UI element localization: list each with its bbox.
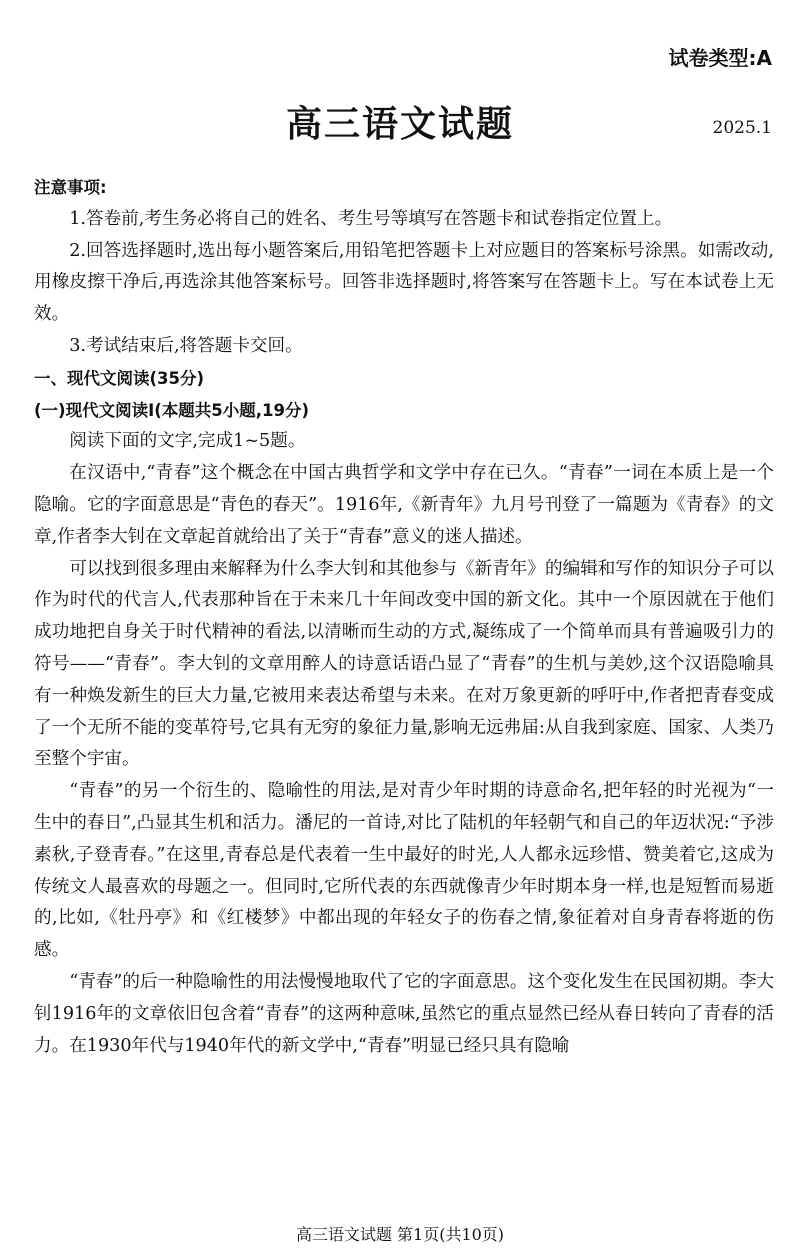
notice-heading: 注意事项: xyxy=(34,178,107,197)
document-body xyxy=(34,172,774,1062)
page-footer: 高三语文试题 第1页(共10页) xyxy=(295,1225,505,1244)
exam-type-label: 试卷类型:A xyxy=(668,46,772,70)
notice-item-3: 3.考试结束后,将答题卡交回。 xyxy=(69,335,303,356)
reading-instruction: 阅读下面的文字,完成1~5题。 xyxy=(69,431,306,452)
section-subheading: (一)现代文阅读Ⅰ(本题共5小题,19分) xyxy=(34,400,310,420)
section-heading: 一、现代文阅读(35分) xyxy=(34,368,205,388)
notice-item-1: 1.答卷前,考生务必将自己的姓名、考生号等填写在答题卡和试卷指定位置上。 xyxy=(69,208,673,229)
exam-date: 2025.1 xyxy=(712,118,772,138)
passage-paragraph-3: “青春”的另一个衍生的、隐喻性的用法,是对青少年时期的诗意命名,把年轻的时光视为“一生中的春日”,凸显其生机和活力。潘尼的一首诗,对比了陆机的年轻朝气和自己的年迈状况:“予涉素秋,子登青春。”在这里,青春总是代表着一生中最好的时光,人人都永远珍惜、赞美着它,这成为传统文人最喜欢的母题之一。但同时,它所代表的东西就像青少年时期本身一样,也是短暂而易逝的,比如,《牡丹亭》和《红楼梦》中都出现的年轻女子的伤春之情,象征着对自身青春将逝的伤感。 xyxy=(34,781,774,961)
passage-paragraph-1: 在汉语中,“青春”这个概念在中国古典哲学和文学中存在已久。“青春”一词在本质上是一个隐喻。它的字面意思是“青色的春天”。1916年,《新青年》九月号刊登了一篇题为《青春》的文章,作者李大钊在文章起首就给出了关于“青春”意义的迷人描述。 xyxy=(34,463,774,547)
page-title: 高三语文试题 xyxy=(285,104,514,145)
passage-paragraph-4: “青春”的后一种隐喻性的用法慢慢地取代了它的字面意思。这个变化发生在民国初期。李大钊1916年的文章依旧包含着“青春”的这两种意味,虽然它的重点显然已经从春日转向了青春的活力。在1930年代与1940年代的新文学中,“青春”明显已经只具有隐喻 xyxy=(34,971,774,1056)
passage-paragraph-2: 可以找到很多理由来解释为什么李大钊和其他参与《新青年》的编辑和写作的知识分子可以作为时代的代言人,代表那种旨在于未来几十年间改变中国的新文化。其中一个原因就在于他们成功地把自身关于时代精神的看法,以清晰而生动的方式,凝练成了一个简单而具有普遍吸引力的符号——“青春”。李大钊的文章用醉人的诗意话语凸显了“青春”的生机与美妙,这个汉语隐喻具有一种焕发新生的巨大力量,它被用来表达希望与未来。在对万象更新的呼吁中,作者把青春变成了一个无所不能的变革符号,它具有无穷的象征力量,影响无远弗届:从自我到家庭、国家、人类乃至整个宇宙。 xyxy=(34,558,774,770)
notice-item-2: 2.回答选择题时,选出每小题答案后,用铅笔把答题卡上对应题目的答案标号涂黑。如需改动,用橡皮擦干净后,再选涂其他答案标号。回答非选择题时,将答案写在答题卡上。写在本试卷上无效。 xyxy=(34,240,774,325)
